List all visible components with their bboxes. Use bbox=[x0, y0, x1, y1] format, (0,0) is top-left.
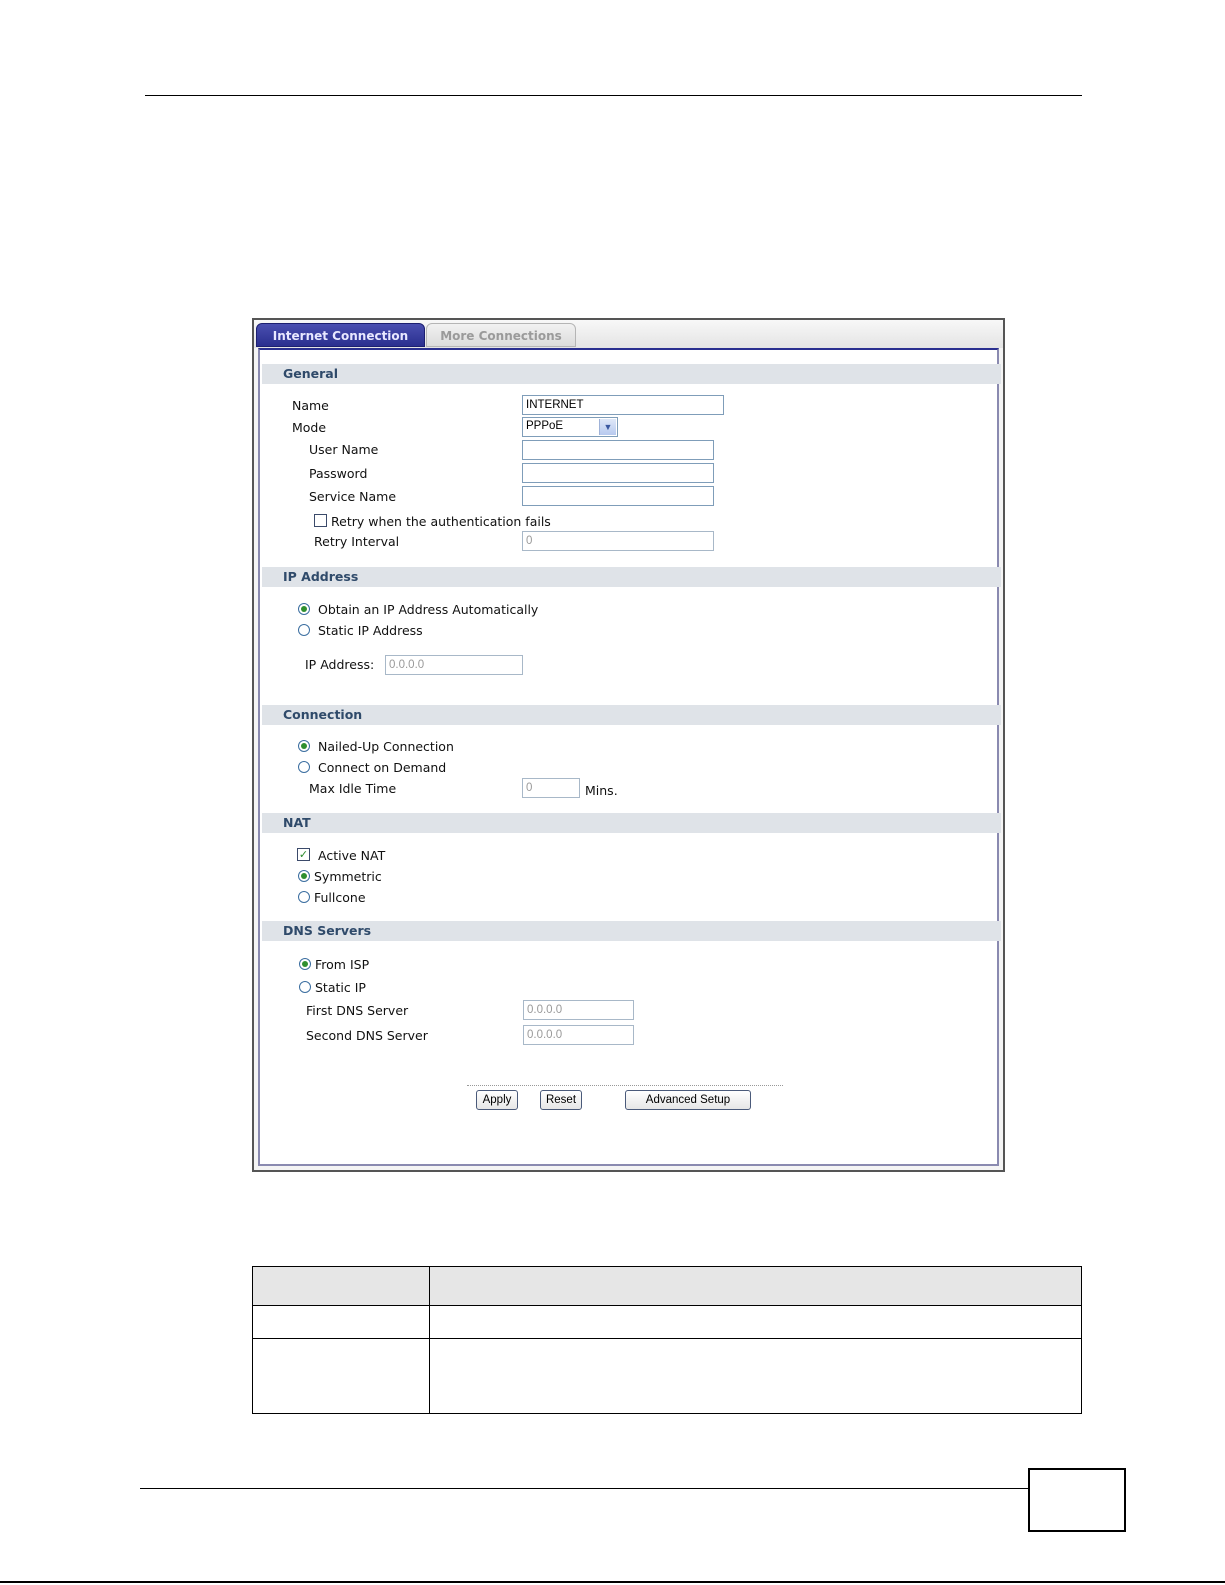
name-label: Name bbox=[292, 398, 329, 413]
table-cell bbox=[253, 1306, 430, 1339]
apply-button[interactable]: Apply bbox=[476, 1090, 518, 1110]
mode-select[interactable] bbox=[522, 417, 618, 437]
static-ip-radio[interactable] bbox=[298, 624, 310, 636]
table-cell bbox=[430, 1306, 1082, 1339]
mode-label: Mode bbox=[292, 420, 327, 435]
tab-more-connections[interactable]: More Connections bbox=[426, 323, 576, 347]
from-isp-radio[interactable] bbox=[299, 958, 311, 970]
table-header-row bbox=[253, 1267, 1082, 1306]
ip-address-input[interactable] bbox=[385, 655, 523, 675]
service-name-label: Service Name bbox=[309, 489, 397, 504]
fullcone-label: Fullcone bbox=[314, 890, 366, 905]
reset-button[interactable]: Reset bbox=[540, 1090, 582, 1110]
static-dns-label: Static IP bbox=[315, 980, 366, 995]
table-cell bbox=[430, 1339, 1082, 1414]
section-dns-servers: DNS Servers bbox=[262, 921, 1001, 941]
table-row bbox=[253, 1306, 1082, 1339]
mode-select-value: PPPoE bbox=[526, 420, 564, 432]
active-nat-label: Active NAT bbox=[318, 848, 386, 863]
retry-interval-label: Retry Interval bbox=[314, 534, 400, 549]
tab-bar bbox=[254, 320, 1003, 348]
password-label: Password bbox=[309, 466, 368, 481]
ip-address-label: IP Address: bbox=[305, 657, 375, 672]
second-dns-label: Second DNS Server bbox=[306, 1028, 428, 1043]
advanced-setup-button[interactable]: Advanced Setup bbox=[625, 1090, 751, 1110]
active-nat-checkbox[interactable]: ✓ bbox=[298, 848, 309, 861]
section-general: General bbox=[262, 364, 1001, 384]
first-dns-label: First DNS Server bbox=[306, 1003, 409, 1018]
from-isp-label: From ISP bbox=[315, 957, 370, 972]
footer-rule bbox=[140, 1488, 1028, 1489]
password-input[interactable] bbox=[522, 463, 714, 483]
retry-label: Retry when the authentication fails bbox=[331, 514, 551, 529]
user-name-input[interactable] bbox=[522, 440, 714, 460]
retry-interval-input[interactable] bbox=[522, 531, 714, 551]
first-dns-input[interactable] bbox=[523, 1000, 634, 1020]
auto-ip-label: Obtain an IP Address Automatically bbox=[318, 602, 539, 617]
service-name-input[interactable] bbox=[522, 486, 714, 506]
fullcone-radio[interactable] bbox=[298, 891, 310, 903]
nailed-up-radio[interactable] bbox=[298, 740, 310, 752]
section-connection: Connection bbox=[262, 705, 1001, 725]
table-cell bbox=[253, 1339, 430, 1414]
second-dns-input[interactable] bbox=[523, 1025, 634, 1045]
table-row bbox=[253, 1339, 1082, 1414]
on-demand-radio[interactable] bbox=[298, 761, 310, 773]
chevron-down-icon[interactable]: ▼ bbox=[599, 419, 616, 435]
auto-ip-radio[interactable] bbox=[298, 603, 310, 615]
page-bottom-edge bbox=[0, 1581, 1225, 1583]
button-separator bbox=[467, 1085, 783, 1086]
name-input[interactable] bbox=[522, 395, 724, 415]
section-nat: NAT bbox=[262, 813, 1001, 833]
max-idle-label: Max Idle Time bbox=[309, 781, 397, 796]
tab-internet-connection[interactable]: Internet Connection bbox=[256, 323, 425, 347]
retry-checkbox[interactable] bbox=[314, 514, 327, 527]
page-number-box bbox=[1028, 1468, 1126, 1532]
static-ip-label: Static IP Address bbox=[318, 623, 423, 638]
description-table bbox=[252, 1266, 1082, 1414]
table-header-cell bbox=[430, 1267, 1082, 1306]
section-ip-address: IP Address bbox=[262, 567, 1001, 587]
mins-label: Mins. bbox=[585, 783, 618, 798]
symmetric-radio[interactable] bbox=[298, 870, 310, 882]
screenshot-window bbox=[252, 318, 1005, 1172]
header-rule bbox=[145, 95, 1082, 96]
symmetric-label: Symmetric bbox=[314, 869, 382, 884]
static-dns-radio[interactable] bbox=[299, 981, 311, 993]
on-demand-label: Connect on Demand bbox=[318, 760, 447, 775]
table-header-cell bbox=[253, 1267, 430, 1306]
nailed-up-label: Nailed-Up Connection bbox=[318, 739, 454, 754]
max-idle-input[interactable] bbox=[522, 778, 580, 798]
user-name-label: User Name bbox=[309, 442, 379, 457]
